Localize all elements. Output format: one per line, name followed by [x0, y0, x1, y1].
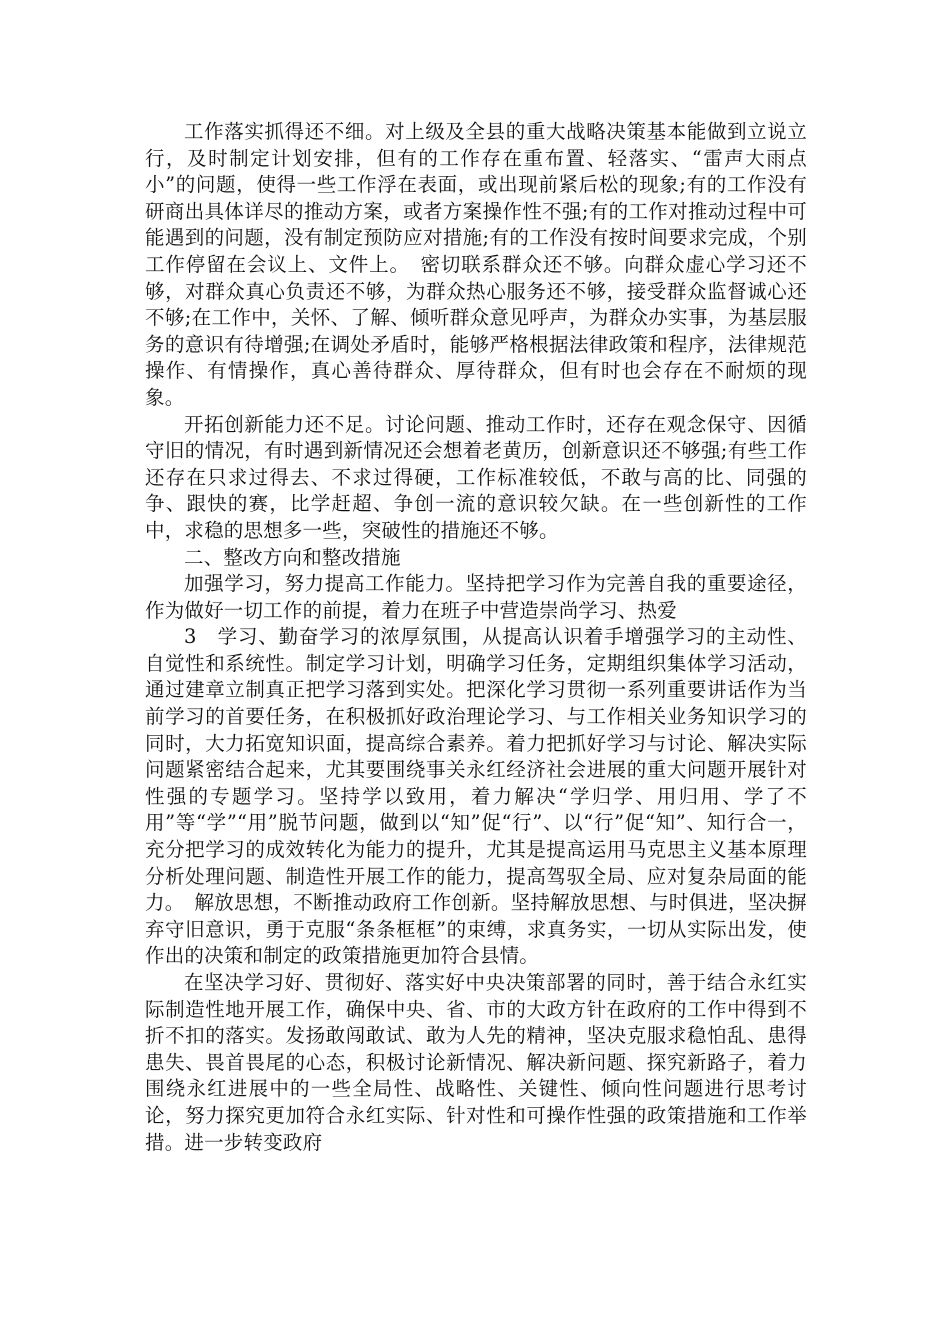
section-heading: 二、整改方向和整改措施: [184, 545, 401, 569]
paragraph-work-implementation: 工作落实抓得还不细。对上级及全县的重大战略决策基本能做到立说立行，及时制定计划安排，但有的工作存在重布置、轻落实、“雷声大雨点小”的问题，使得一些工作浮在表面，或出现前紧后松的现象;有的工作没有研商出具体详尽的推动方案，或者方案操作性不强;有的工作对推动过程中可能遇到的问题，没有制定预防应对措施;有的工作没有按时间要求完成，个别工作停留在会议上、文件上。 密切联系群众还不够。向群众虚心学习还不够，对群众真心负责还不够，为群众热心服务还不够，接受群众监督诚心还不够;在工作中，关怀、了解、倾听群众意见呼声，为群众办实事，为基层服务的意识有待增强;在调处矛盾时，能够严格根据法律政策和程序，法律规范操作、有情操作，真心善待群众、厚待群众，但有时也会存在不耐烦的现象。: [145, 120, 807, 409]
document-body: [145, 119, 807, 1156]
paragraph-strengthen-learning: 加强学习，努力提高工作能力。坚持把学习作为完善自我的重要途径，作为做好一切工作的前提，着力在班子中营造崇尚学习、热爱: [145, 572, 807, 622]
paragraph-innovation-ability: 开拓创新能力还不足。讨论问题、推动工作时，还存在观念保守、因循守旧的情况，有时遇到新情况还会想着老黄历，创新意识还不够强;有些工作还存在只求过得去、不求过得硬，工作标准较低，不敢与高的比、同强的争、跟快的赛，比学赶超、争创一流的意识较欠缺。在一些创新性的工作中，求稳的思想多一些，突破性的措施还不够。: [145, 412, 807, 542]
paragraph-central-decisions: 在坚决学习好、贯彻好、落实好中央决策部署的同时，善于结合永红实际制造性地开展工作，确保中央、省、市的大政方针在政府的工作中得到不折不扣的落实。发扬敢闯敢试、敢为人先的精神，坚决克服求稳怕乱、患得患失、畏首畏尾的心态，积极讨论新情况、解决新问题、探究新路子，着力围绕永红进展中的一些全局性、战略性、关键性、倾向性问题进行思考讨论，努力探究更加符合永红实际、针对性和可操作性强的政策措施和工作举措。进一步转变政府: [145, 971, 807, 1154]
paragraph-learning-continued: 3 学习、勤奋学习的浓厚氛围，从提高认识着手增强学习的主动性、自觉性和系统性。制定学习计划，明确学习任务，定期组织集体学习活动，通过建章立制真正把学习落到实处。把深化学习贯彻一系列重要讲话作为当前学习的首要任务，在积极抓好政治理论学习、与工作相关业务知识学习的同时，大力拓宽知识面，提高综合素养。着力把抓好学习与讨论、解决实际问题紧密结合起来，尤其要围绕事关永红经济社会进展的重大问题开展针对性强的专题学习。坚持学以致用，着力解决“学归学、用归用、学了不用”等“学”“用”脱节问题，做到以“知”促“行”、以“行”促“知”、知行合一，充分把学习的成效转化为能力的提升，尤其是提高运用马克思主义基本原理分析处理问题、制造性开展工作的能力，提高驾驭全局、应对复杂局面的能力。 解放思想，不断推动政府工作创新。坚持解放思想、与时俱进，坚决摒弃守旧意识，勇于克服“条条框框”的束缚，求真务实，一切从实际出发，使作出的决策和制定的政策措施更加符合县情。: [145, 625, 807, 968]
